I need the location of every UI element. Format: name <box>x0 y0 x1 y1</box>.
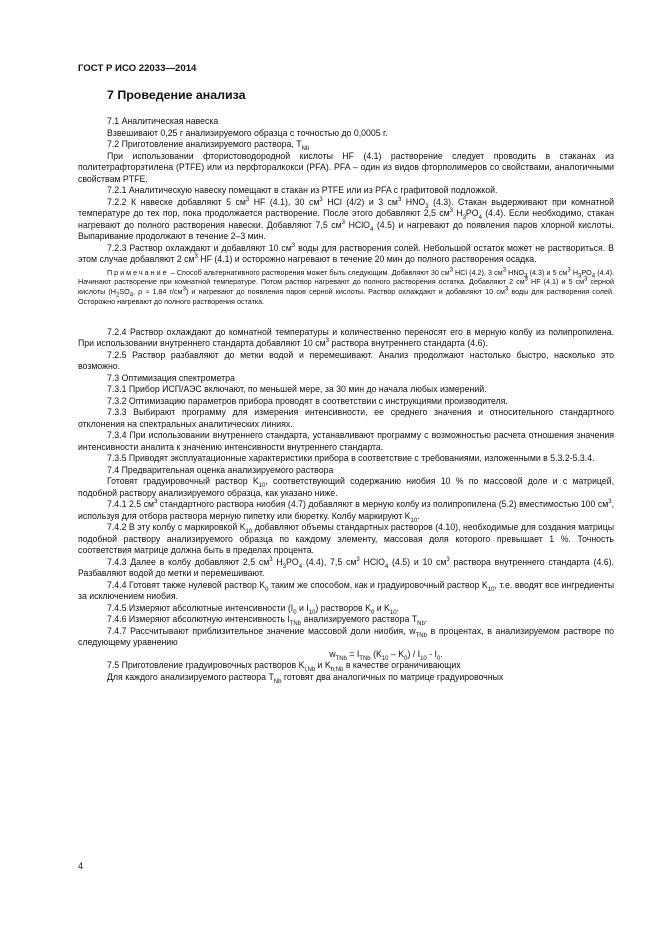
paragraph: 7.2.1 Аналитическую навеску помещают в стакан из PTFE или из PFA с графитовой подложкой. <box>107 185 498 195</box>
paragraph: 7.3.5 Приводят эксплуатационные характеристики прибора в соответствие с требованиями, изложенными в 5.3.2-5.3.4. <box>107 453 595 464</box>
paragraph: 7.2.2 К навеске добавляют 5 $см^3$ HF (4.1), 30 $см^3$ HCl (4/2) и 3 $см^3$ $HNO_3$ (4.3). Стакан выдерживают при комнатной температуре до тех пор, пока продолжается растворение. После этого добавляют 2,5 $см^3$ $H_3PO_4$ (4.4). Если необходимо, стакан нагревают до полного растворения навески. Добавляют 7,5 $см^3$ HClO$_4$ (4.5) и нагревают до появления паров хлорной кислоты. Выпаривание продолжают в течение 2–3 мин. <box>78 196 615 241</box>
page-number: 4 <box>78 861 84 871</box>
note: Примечание – Способ альтернативного растворения может быть следующим. Добавляют 30 $см^3$ HCl (4.2), 3 $см^3$ $HNO_3$ (4.3) и 5 $см^3$ $H_3PO_4$ (4.4). Начинают растворение при комнатной температуре. Потом раствор нагревают до полного растворения остатка. Добавляют 2 $см^3$ HF (4.1) и 5 $см^3$ серной кислоты ($H_2SO_4$, ρ ≈ 1,84 $г/см^3$) и нагревают до появления паров серной кислоты. Раствор охлаждают и добавляют 10 $см^3$ воды для растворения солей. Осторожно нагревают до полного растворения остатка. <box>78 267 615 306</box>
equation: $w_{TNb} = I_{TNb}$ $(K_{10} - K_0) / I_{10} - I_0$. <box>329 648 443 662</box>
paragraph: 7.4.6 Измеряют абсолютную интенсивность $I_{TNb}$ анализируемого раствора $T_{Nb}$. <box>107 614 428 627</box>
paragraph: 7.1 Аналитическая навеска <box>107 116 219 126</box>
paragraph: Готовят градуировочный раствор $K_{10}$, соответствующий содержанию ниобия 10 % по массовой доле и с матрицей, подобной раствору анализируемого образца, как указано ниже. <box>78 476 614 498</box>
paragraph: 7.4.1 2,5 $см^3$ стандартного раствора ниобия (4.7) добавляют в мерную колбу из полипропилена (5.2) вместимостью 100 $см^3$, используя для отбора раствора мерную пипетку или бюретку. Колбу маркируют $K_{10}$. <box>78 499 614 524</box>
paragraph: При использовании фтористоводородной кислоты HF (4.1) растворение следует проводить в стаканах из политетрафторэтилена (PTFE) или из перфторалкокси (PFA). PFA – один из видов фторполимеров со свойствами, аналогичными свойствам PTFE. <box>78 150 614 184</box>
page-body <box>78 116 614 683</box>
section-title: 7 Проведение анализа <box>107 88 246 102</box>
paragraph: Для каждого анализируемого раствора $T_{Nb}$ готовят два аналогичных по матрице градуировочных <box>107 671 504 685</box>
paragraph: 7.4.7 Рассчитывают приблизительное значение массовой доли ниобия, $w_{TNb}$ в процентах, в анализируемом растворе по следующему уравнению <box>78 625 614 648</box>
paragraph: 7.2.3 Раствор охлаждают и добавляют 10 $см^3$ воды для растворения солей. Небольшой остаток может не раствориться. В этом случае добавляют 2 $см^3$ HF (4.1) и осторожно нагревают в течение 20 мин до полного растворения осадка. <box>78 242 614 264</box>
paragraph: 7.4 Предварительная оценка анализируемого раствора <box>107 464 334 475</box>
paragraph: 7.4.3 Далее в колбу добавляют 2,5 $см^3$ $H_3PO_4$ (4.4), 7,5 $см^3$ HClO$_4$ (4.5) и 10 $см^3$ раствора внутреннего стандарта (4.6). Разбавляют водой до метки и перемешивают. <box>78 556 614 579</box>
paragraph: 7.3 Оптимизация спектрометра <box>107 372 235 383</box>
paragraph: 7.4.4 Готовят также нулевой раствор $K_0$ таким же способом, как и градуировочный раствор $K_{10}$, т.е. вводят все ингредиенты за исключением ниобия. <box>78 579 614 602</box>
paragraph: 7.2 Приготовление анализируемого раствора, $T_{Nb}$ <box>107 139 310 152</box>
paragraph: 7.2.4 Раствор охлаждают до комнатной температуры и количественно переносят его в мерную колбу из полипропилена. При использовании внутреннего стандарта добавляют 10 $см^3$ раствора внутреннего стандарта (4.6). <box>78 326 614 349</box>
paragraph: Взвешивают 0,25 г анализируемого образца с точностью до 0,0005 г. <box>107 127 388 138</box>
paragraph: 7.4.5 Измеряют абсолютные интенсивности ($I_0$ и $I_{10}$) растворов $K_0$ и $K_{10}$. <box>107 602 400 616</box>
paragraph: 7.3.3 Выбирают программу для измерения интенсивности, ее среднего значения и относительного стандартного отклонения на спектральных аналитических линиях. <box>78 407 614 429</box>
paragraph: 7.2.5 Раствор разбавляют до метки водой и перемешивают. Анализ продолжают настолько быстро, насколько это возможно. <box>78 349 614 372</box>
document-header: ГОСТ Р ИСО 22033—2014 <box>78 63 197 74</box>
paragraph: 7.4.2 В эту колбу с маркировкой $K_{10}$ добавляют объемы стандартных растворов (4.10), необходимые для создания матрицы подобной раствору анализируемого образца по каждому элементу, массовая доля которого превышает 1 %. Точность соответствия матрице должна быть в пределах процента. <box>78 522 614 556</box>
paragraph: 7.3.2 Оптимизацию параметров прибора проводят в соответствии с инструкциями производителя. <box>107 395 508 406</box>
paragraph: 7.3.4 При использовании внутреннего стандарта, устанавливают программу с возможностью расчета отношения значения интенсивности аналита к значению интенсивности внутреннего стандарта. <box>78 430 614 452</box>
paragraph: 7.5 Приготовление градуировочных растворов $K_{l,Nb}$ и $K_{h,Nb}$ в качестве ограничивающих <box>107 660 461 673</box>
paragraph: 7.3.1 Прибор ИСП/АЭС включают, по меньшей мере, за 30 мин до начала любых измерений. <box>107 384 487 395</box>
